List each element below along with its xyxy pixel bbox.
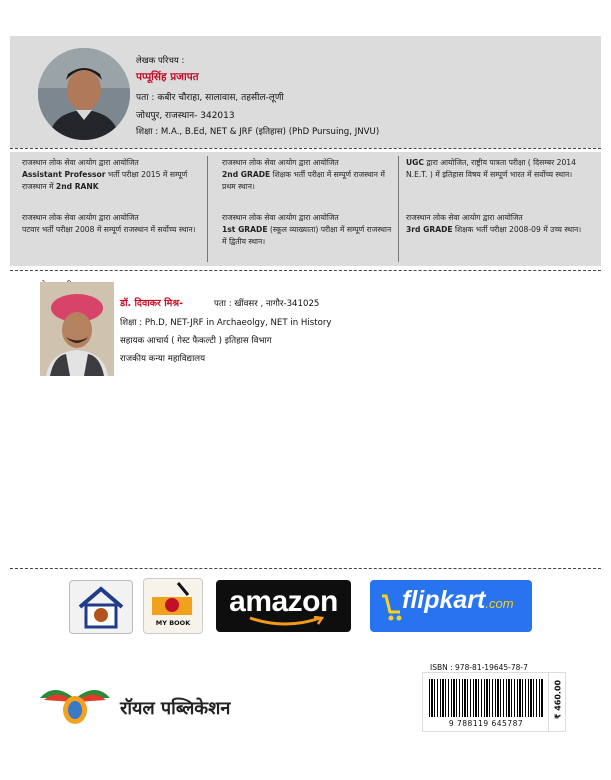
- home-icon: [70, 581, 132, 633]
- author2-address: पता : खींवसर , नागौर-341025: [214, 299, 320, 309]
- author2-post: सहायक आचार्य ( गेस्ट फैकल्टी ) इतिहास विभाग: [120, 336, 272, 346]
- amazon-label: amazon: [229, 585, 338, 618]
- author1-education: शिक्षा : M.A., B.Ed, NET & JRF (इतिहास) (PhD Pursuing, JNVU): [136, 127, 380, 137]
- author2-college: राजकीय कन्या महाविद्यालय: [120, 354, 206, 364]
- amazon-store-logo: [216, 580, 351, 632]
- achievement-item: राजस्थान लोक सेवा आयोग द्वारा आयोजित 3rd GRADE शिक्षक भर्ती परीक्षा 2008-09 में उच्च स्थान।: [406, 213, 582, 234]
- author1-name: पप्पूसिंह प्रजापत: [136, 71, 199, 83]
- home-store-logo: [69, 580, 133, 634]
- author1-portrait-icon: [38, 48, 130, 140]
- barcode-box: [422, 672, 550, 732]
- flipkart-store-logo: [370, 580, 532, 632]
- separator-line: [10, 568, 601, 569]
- author2-portrait-icon: [40, 282, 114, 376]
- flipkart-cart-icon: [380, 592, 402, 622]
- publisher-name: रॉयल पब्लिकेशन: [120, 698, 231, 719]
- separator-line: [10, 270, 601, 271]
- bird-emblem-icon: [36, 676, 114, 728]
- achievement-item: राजस्थान लोक सेवा आयोग द्वारा आयोजित 2nd GRADE शिक्षक भर्ती परीक्षा में सम्पूर्ण राजस्थान में प्रथम स्थान।: [222, 158, 385, 191]
- achievement-item: राजस्थान लोक सेवा आयोग द्वारा आयोजित 1st GRADE (स्कूल व्याख्याता) परीक्षा में सम्पूर्ण राजस्थान में द्वितीय स्थान।: [222, 213, 392, 246]
- barcode-bars-icon: [429, 679, 543, 717]
- separator-line: [10, 148, 601, 149]
- author1-photo: [38, 48, 130, 140]
- author1-address-line2: जोधपुर, राजस्थान- 342013: [136, 111, 235, 121]
- price-tag: [548, 672, 566, 732]
- barcode-digits: 9 788119 645787: [448, 719, 524, 728]
- achievement-item: राजस्थान लोक सेवा आयोग द्वारा आयोजित पटवार भर्ती परीक्षा 2008 में सम्पूर्ण राजस्थान में सर्वोच्च स्थान।: [22, 213, 196, 234]
- amazon-smile-icon: [246, 616, 326, 630]
- author1-intro-label: लेखक परिचय :: [136, 56, 185, 66]
- flipkart-label: flipkart: [402, 586, 486, 614]
- flipkart-suffix: .com: [485, 596, 514, 611]
- author2-education: शिक्षा : Ph.D, NET-JRF in Archaeolgy, NET in History: [120, 318, 332, 328]
- achievement-item: राजस्थान लोक सेवा आयोग द्वारा आयोजित Assistant Professor भर्ती परीक्षा 2015 में सम्पूर्ण राजस्थान में 2nd RANK: [22, 158, 188, 191]
- book-icon: [144, 579, 202, 619]
- author2-photo: [40, 282, 114, 376]
- author1-address-line1: पता : कबीर चौराहा, सालावास, तहसील-लूणी: [136, 93, 284, 103]
- publisher-logo: [36, 676, 114, 728]
- achievement-item: UGC द्वारा आयोजित, राष्ट्रीय पात्रता परीक्षा ( दिसम्बर 2014 N.E.T. ) में इतिहास विषय में सम्पूर्ण भारत में सर्वोच्च स्थान।: [406, 158, 576, 179]
- achievement-divider: [398, 156, 399, 262]
- author2-name: डॉ. दिवाकर मिश्र-: [120, 298, 184, 309]
- achievement-divider: [207, 156, 208, 262]
- price-label: ₹ 460.00: [553, 679, 563, 720]
- isbn-text: ISBN : 978-81-19645-78-7: [430, 663, 528, 672]
- mybook-store-logo: [143, 578, 203, 634]
- mybook-label: MY BOOK: [155, 619, 191, 627]
